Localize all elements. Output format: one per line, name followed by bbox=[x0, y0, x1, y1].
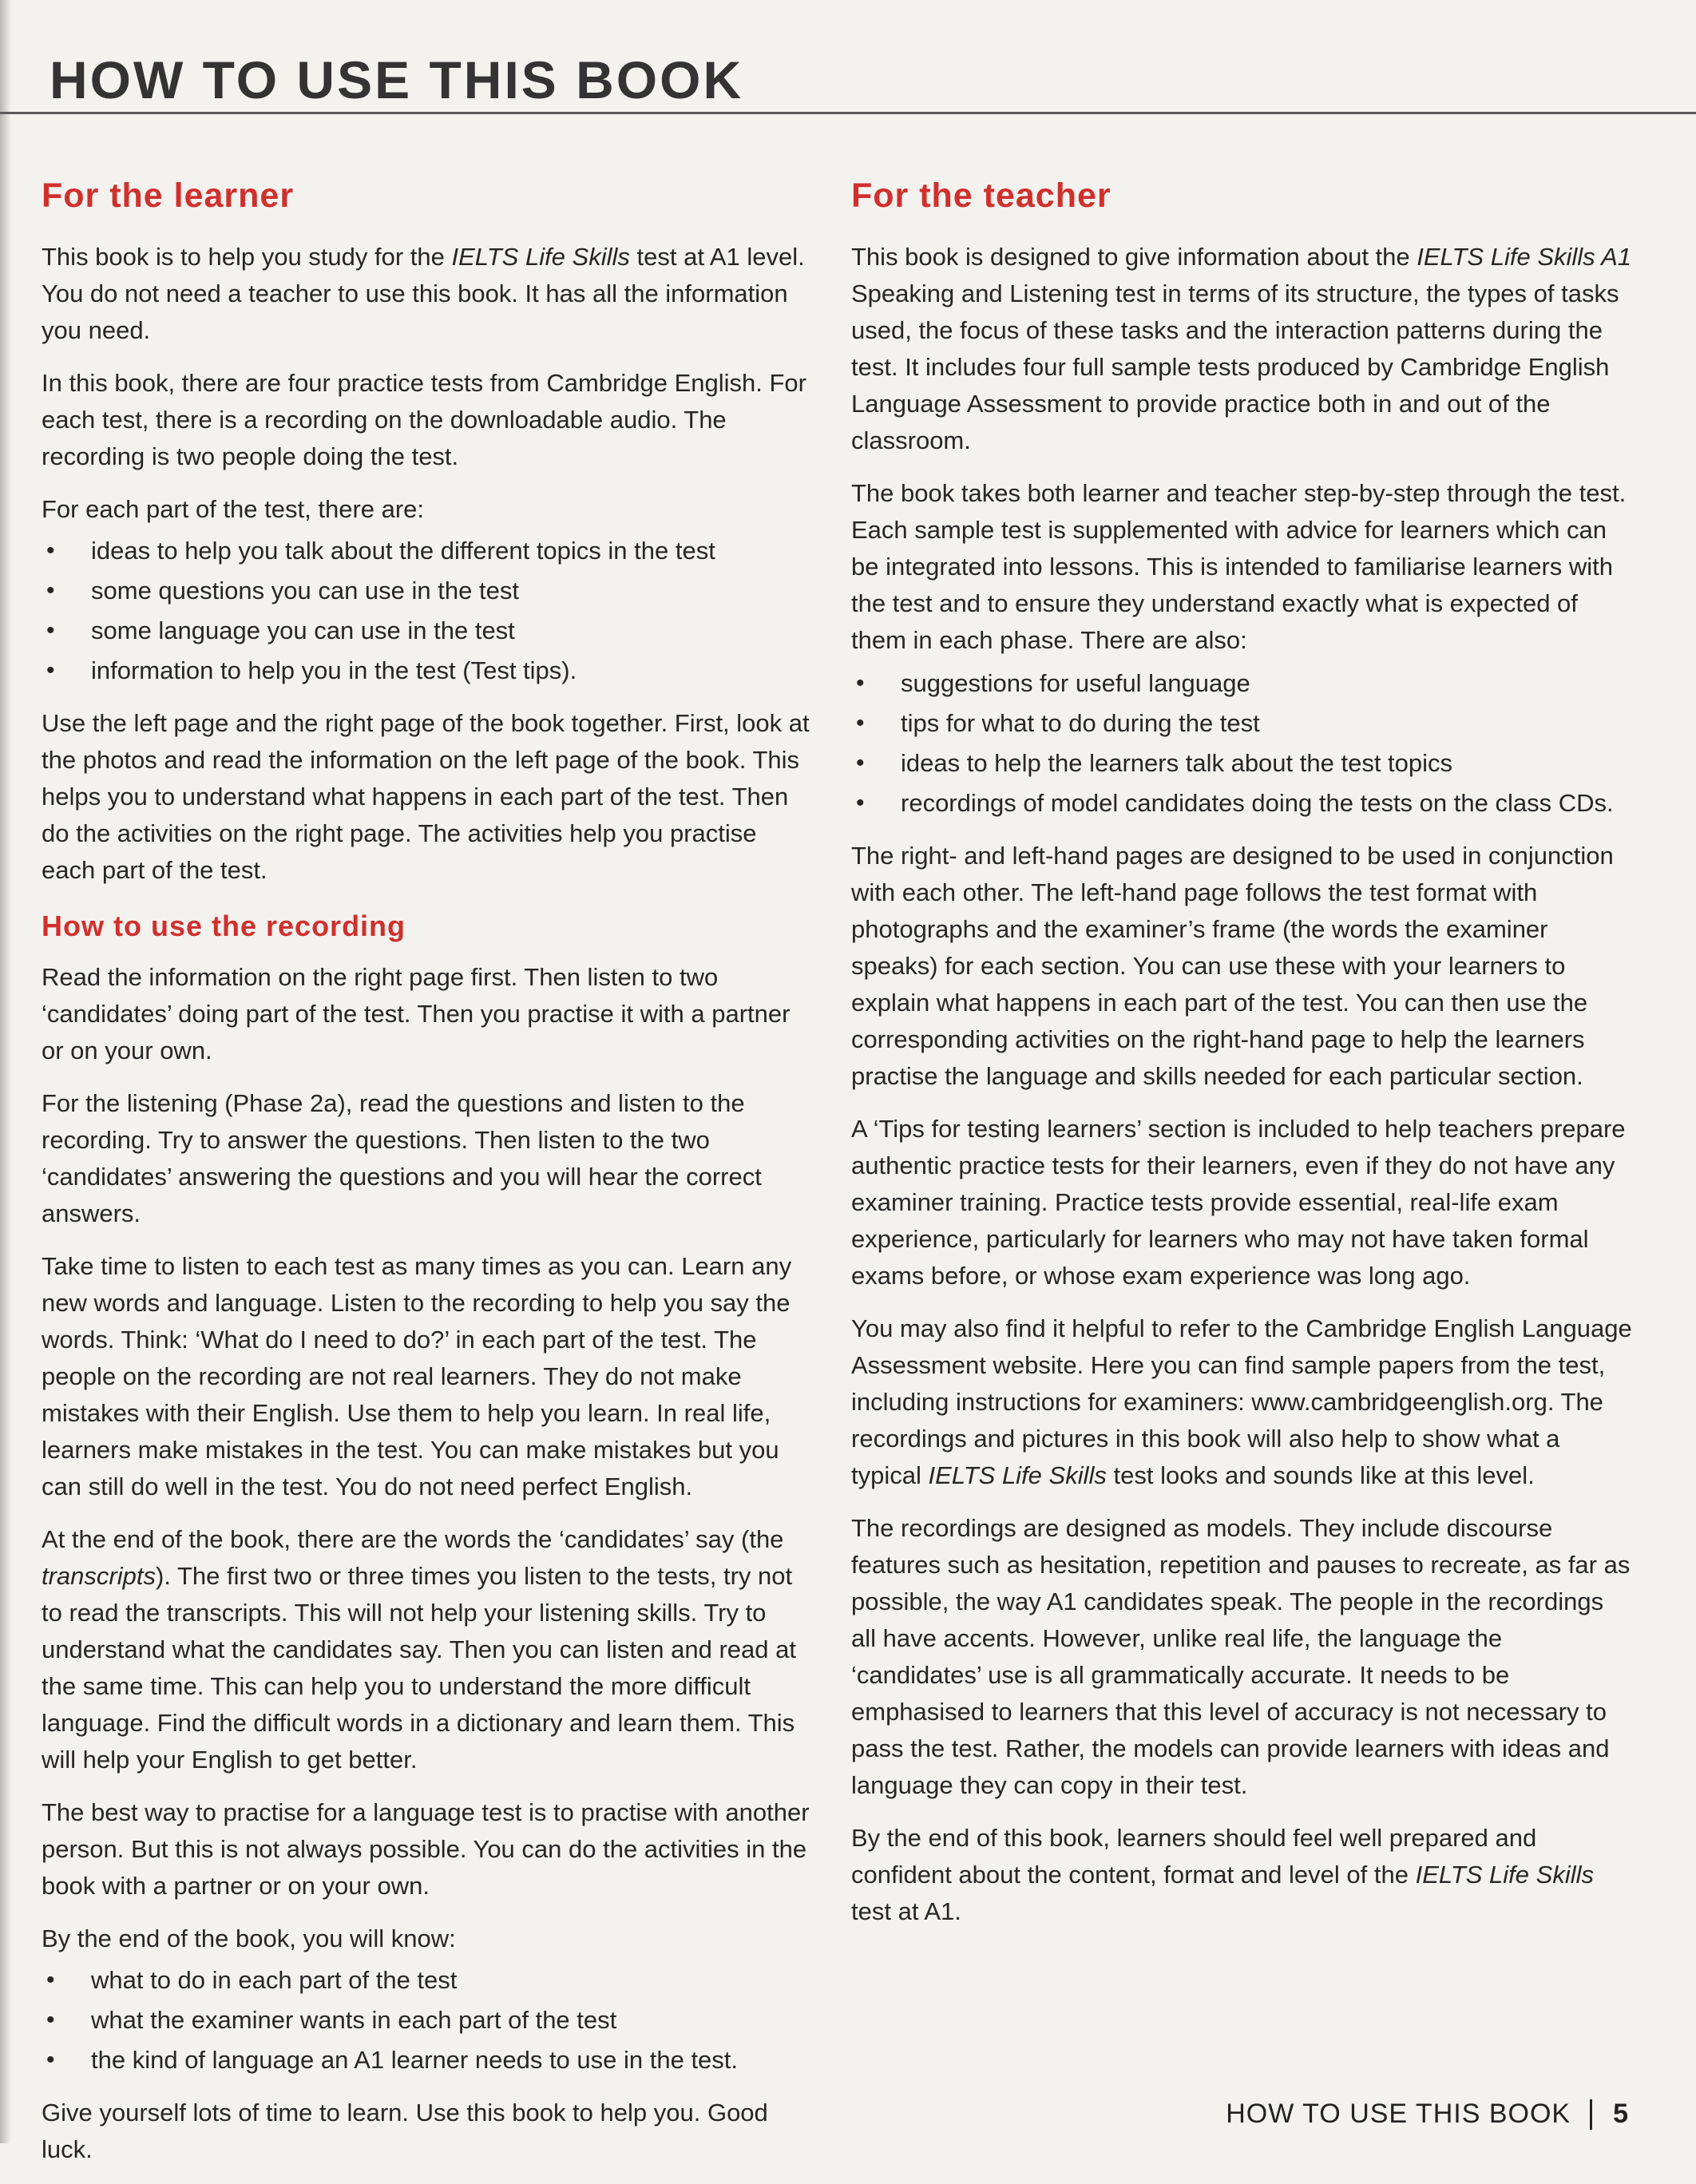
learner-paragraph-6: For the listening (Phase 2a), read the questions and listen to the recording. Try to answer the questions. Then listen to the two ‘candidates’ answering the questions and you will hear the correct answers. bbox=[42, 1089, 762, 1227]
page-title: HOW TO USE THIS BOOK bbox=[50, 50, 744, 109]
learner-paragraph-2: In this book, there are four practice tests from Cambridge English. For each test, there is a recording on the downloadable audio. The recording is two people doing the test. bbox=[42, 369, 806, 470]
learner-heading: For the learner bbox=[42, 176, 295, 215]
product-name: IELTS Life Skills bbox=[1415, 1861, 1594, 1889]
learner-paragraph-5: Read the information on the right page first. Then listen to two ‘candidates’ doing part of the test. Then you practise it with a partner or on your own. bbox=[42, 963, 791, 1064]
page-gutter-shadow bbox=[0, 0, 11, 2143]
teacher-column bbox=[851, 172, 1634, 1946]
learner-list-parts bbox=[42, 533, 816, 689]
teacher-paragraph-2: The book takes both learner and teacher step-by-step through the test. Each sample test is supplemented with advice for learners which can be integrated into lessons. This is intended to familiarise learners with the test and to ensure they understand exactly what is expected of them in each phase. There are also: bbox=[851, 479, 1627, 654]
page-number: 5 bbox=[1613, 2099, 1629, 2129]
learner-paragraph-7: Take time to listen to each test as many times as you can. Learn any new words and language. Listen to the recording to help you say the words. Think: ‘What do I need to do?’ in each part of the test. The people on the recording are not real learners. They do not make mistakes with their English. Use them to help you learn. In real life, learners make mistakes in the test. You can make mistakes but you can still do well in the test. You do not need perfect English. bbox=[42, 1252, 792, 1500]
product-name: IELTS Life Skills A1 bbox=[1417, 243, 1632, 271]
recording-heading: How to use the recording bbox=[42, 910, 406, 942]
learner-paragraph-4: Use the left page and the right page of the book together. First, look at the photos and read the information on the left page of the book. This helps you to understand what happens in each part of the test. Then do the activities on the right page. The activities help you practise each part of the test. bbox=[42, 709, 810, 884]
list-item: • the kind of language an A1 learner needs to use in the test. bbox=[42, 2042, 816, 2079]
learner-paragraph-9: The best way to practise for a language test is to practise with another person. But this is not always possible. You can do the activities in the book with a partner or on your own. bbox=[42, 1798, 810, 1900]
teacher-list-extras bbox=[851, 665, 1634, 822]
list-item: • ideas to help the learners talk about the test topics bbox=[851, 745, 1634, 782]
learner-paragraph-10: By the end of the book, you will know: bbox=[42, 1924, 456, 1952]
list-item: • what the examiner wants in each part of the test bbox=[42, 2002, 816, 2039]
product-name: IELTS Life Skills bbox=[928, 1461, 1107, 1489]
learner-column bbox=[42, 172, 816, 2184]
list-item: • suggestions for useful language bbox=[851, 665, 1634, 702]
list-item: • recordings of model candidates doing the tests on the class CDs. bbox=[851, 785, 1634, 822]
transcripts-term: transcripts bbox=[42, 1562, 156, 1590]
teacher-paragraph-4: A ‘Tips for testing learners’ section is included to help teachers prepare authentic practice tests for their learners, even if they do not have any examiner training. Practice tests provide essential, real-life exam experience, particularly for learners who may not have taken formal exams before, or whose exam experience was long ago. bbox=[851, 1115, 1626, 1290]
page-footer bbox=[1226, 2099, 1629, 2130]
list-item: • some questions you can use in the test bbox=[42, 573, 816, 609]
header-rule bbox=[0, 112, 1696, 114]
learner-list-outcomes bbox=[42, 1962, 816, 2079]
learner-paragraph-1: This book is to help you study for the IELTS Life Skills test at A1 level. You do not need a teacher to use this book. It has all the information you need. bbox=[42, 243, 805, 344]
teacher-paragraph-1: This book is designed to give information about the IELTS Life Skills A1 Speaking and Listening test in terms of its structure, the types of tasks used, the focus of these tasks and the interaction patterns during the test. It includes four full sample tests produced by Cambridge English Language Assessment to provide practice both in and out of the classroom. bbox=[851, 243, 1632, 454]
teacher-paragraph-5: You may also find it helpful to refer to the Cambridge English Language Assessment website. Here you can find sample papers from the test, including instructions for examiners: www.cambridgeenglish.org. The recordings and pictures in this book will also help to show what a typical IELTS Life Skills test looks and sounds like at this level. bbox=[851, 1314, 1632, 1489]
teacher-paragraph-7: By the end of this book, learners should feel well prepared and confident about the content, format and level of the IELTS Life Skills test at A1. bbox=[851, 1824, 1594, 1925]
teacher-paragraph-3: The right- and left-hand pages are designed to be used in conjunction with each other. The left-hand page follows the test format with photographs and the examiner’s frame (the words the examiner speaks) for each section. You can use these with your learners to explain what happens in each part of the test. You can then use the corresponding activities on the right-hand page to help the learners practise the language and skills needed for each particular section. bbox=[851, 842, 1614, 1090]
learner-paragraph-11: Give yourself lots of time to learn. Use this book to help you. Good luck. bbox=[42, 2099, 768, 2163]
product-name: IELTS Life Skills bbox=[451, 243, 630, 271]
list-item: • tips for what to do during the test bbox=[851, 705, 1634, 742]
learner-paragraph-8: At the end of the book, there are the words the ‘candidates’ say (the transcripts). The first two or three times you listen to the tests, try not to read the transcripts. This will not help your listening skills. Try to understand what the candidates say. Then you can listen and read at the same time. This can help you to understand the more difficult language. Find the difficult words in a dictionary and learn them. This will help your English to get better. bbox=[42, 1525, 796, 1774]
teacher-paragraph-6: The recordings are designed as models. They include discourse features such as hesitation, repetition and pauses to recreate, as far as possible, the way A1 candidates speak. The people in the recordings all have accents. However, unlike real life, the language the ‘candidates’ use is all grammatically accurate. It needs to be emphasised to learners that this level of accuracy is not necessary to pass the test. Rather, the models can provide learners with ideas and language they can copy in their test. bbox=[851, 1514, 1631, 1799]
teacher-heading: For the teacher bbox=[851, 176, 1112, 215]
list-item: • some language you can use in the test bbox=[42, 612, 816, 649]
footer-divider bbox=[1590, 2099, 1592, 2130]
learner-paragraph-3: For each part of the test, there are: bbox=[42, 495, 425, 523]
footer-label: HOW TO USE THIS BOOK bbox=[1226, 2099, 1571, 2129]
list-item: • information to help you in the test (Test tips). bbox=[42, 652, 816, 689]
list-item: • what to do in each part of the test bbox=[42, 1962, 816, 1999]
list-item: • ideas to help you talk about the different topics in the test bbox=[42, 533, 816, 569]
